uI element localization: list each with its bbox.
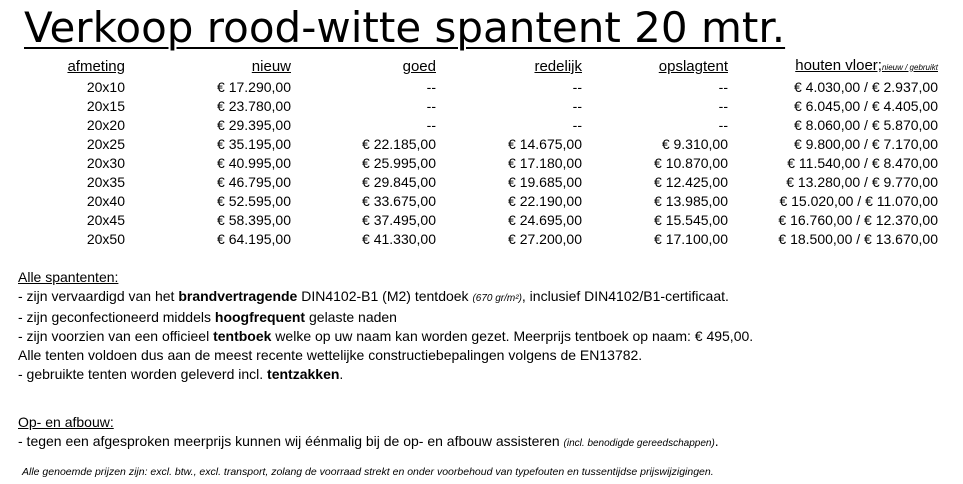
cell-goed: -- — [426, 117, 436, 133]
cell-redelijk: € 22.190,00 — [508, 193, 582, 209]
opbouw-heading: Op- en afbouw: — [18, 414, 114, 430]
line-1-bold: brandvertragende — [178, 288, 298, 304]
cell-afmeting: 20x20 — [86, 117, 125, 133]
cell-opslagtent: € 12.425,00 — [654, 174, 728, 190]
line-2-post: gelaste naden — [305, 309, 397, 325]
table-row — [0, 230, 938, 249]
cell-houten-vloer: € 4.030,00 / € 2.937,00 — [793, 79, 938, 95]
spantenten-line-4: Alle tenten voldoen dus aan de meest recente wettelijke constructiebepalingen volgens de EN13782. — [18, 347, 643, 363]
header-goed: goed — [402, 58, 436, 75]
spantenten-line-3 — [18, 327, 753, 346]
cell-redelijk: € 27.200,00 — [508, 231, 582, 247]
cell-houten-vloer: € 18.500,00 / € 13.670,00 — [778, 231, 938, 247]
header-redelijk: redelijk — [534, 58, 582, 75]
table-row — [0, 154, 938, 173]
line-1-small: (670 gr/m²) — [472, 293, 522, 304]
cell-opslagtent: € 13.985,00 — [654, 193, 728, 209]
spantenten-line-2 — [18, 308, 753, 327]
cell-houten-vloer: € 13.280,00 / € 9.770,00 — [786, 174, 938, 190]
price-table — [0, 55, 938, 249]
cell-nieuw: € 23.780,00 — [217, 98, 291, 114]
cell-afmeting: 20x50 — [86, 231, 125, 247]
line-1-mid: DIN4102-B1 (M2) tentdoek — [297, 288, 473, 304]
header-houten-vloer — [728, 55, 938, 78]
line-3-bold: tentboek — [213, 328, 272, 344]
cell-opslagtent: € 15.545,00 — [654, 212, 728, 228]
cell-afmeting: 20x35 — [86, 174, 125, 190]
table-row — [0, 97, 938, 116]
page-title: Verkoop rood-witte spantent 20 mtr. — [24, 3, 786, 52]
cell-houten-vloer: € 6.045,00 / € 4.405,00 — [793, 98, 938, 114]
cell-nieuw: € 52.595,00 — [217, 193, 291, 209]
cell-afmeting: 20x40 — [86, 193, 125, 209]
cell-afmeting: 20x25 — [86, 136, 125, 152]
header-houten-vloer-note: nieuw / gebruikt — [881, 63, 938, 72]
cell-nieuw: € 40.995,00 — [217, 155, 291, 171]
opbouw-line-text: - tegen een afgesproken meerprijs kunnen wij éénmalig bij de op- en afbouw assisteren — [18, 433, 564, 449]
opbouw-line-small: (incl. benodigde gereedschappen) — [563, 438, 715, 449]
cell-houten-vloer: € 9.800,00 / € 7.170,00 — [793, 136, 938, 152]
cell-afmeting: 20x45 — [86, 212, 125, 228]
footnote: Alle genoemde prijzen zijn: excl. btw., excl. transport, zolang de voorraad strekt en onder voorbehoud van typefouten en tussentijdse prijswijzigingen. — [22, 466, 714, 478]
cell-goed: € 33.675,00 — [362, 193, 436, 209]
cell-afmeting: 20x15 — [86, 98, 125, 114]
cell-afmeting: 20x30 — [86, 155, 125, 171]
header-houten-vloer-label: houten vloer; — [795, 57, 882, 74]
cell-nieuw: € 29.395,00 — [217, 117, 291, 133]
cell-opslagtent: -- — [718, 79, 728, 95]
header-nieuw: nieuw — [251, 58, 291, 75]
cell-nieuw: € 35.195,00 — [217, 136, 291, 152]
line-1-text: - zijn vervaardigd van het — [18, 288, 179, 304]
header-opslagtent: opslagtent — [658, 58, 728, 75]
cell-redelijk: € 17.180,00 — [508, 155, 582, 171]
line-3-text: - zijn voorzien van een officieel — [18, 328, 214, 344]
opbouw-line — [18, 432, 719, 453]
cell-houten-vloer: € 8.060,00 / € 5.870,00 — [793, 117, 938, 133]
opbouw-line-post: . — [714, 433, 719, 449]
line-2-bold: hoogfrequent — [214, 309, 306, 325]
spantenten-line-1 — [18, 287, 753, 308]
cell-nieuw: € 64.195,00 — [217, 231, 291, 247]
table-row — [0, 116, 938, 135]
table-row — [0, 78, 938, 97]
cell-redelijk: € 19.685,00 — [508, 174, 582, 190]
line-1-post: , inclusief DIN4102/B1-certificaat. — [521, 288, 729, 304]
cell-houten-vloer: € 11.540,00 / € 8.470,00 — [787, 155, 938, 171]
cell-goed: € 37.495,00 — [362, 212, 436, 228]
spantenten-heading: Alle spantenten: — [18, 269, 119, 285]
table-header-row — [0, 55, 938, 78]
cell-houten-vloer: € 15.020,00 / € 11.070,00 — [779, 193, 938, 209]
cell-houten-vloer: € 16.760,00 / € 12.370,00 — [778, 212, 938, 228]
table-row — [0, 173, 938, 192]
cell-goed: € 25.995,00 — [362, 155, 436, 171]
opbouw-section — [18, 413, 719, 453]
cell-redelijk: € 14.675,00 — [508, 136, 582, 152]
cell-opslagtent: € 9.310,00 — [661, 136, 728, 152]
cell-goed: € 29.845,00 — [362, 174, 436, 190]
cell-goed: -- — [426, 79, 436, 95]
cell-goed: -- — [426, 98, 436, 114]
table-row — [0, 192, 938, 211]
cell-opslagtent: € 17.100,00 — [654, 231, 728, 247]
cell-opslagtent: -- — [718, 117, 728, 133]
line-5-text: - gebruikte tenten worden geleverd incl. — [18, 366, 268, 382]
table-row — [0, 135, 938, 154]
cell-redelijk: € 24.695,00 — [508, 212, 582, 228]
line-2-text: - zijn geconfectioneerd middels — [18, 309, 215, 325]
table-row — [0, 211, 938, 230]
line-5-post: . — [339, 366, 344, 382]
line-5-bold: tentzakken — [267, 366, 340, 382]
cell-redelijk: -- — [572, 79, 582, 95]
line-3-post: welke op uw naam kan worden gezet. Meerprijs tentboek op naam: € 495,00. — [271, 328, 754, 344]
cell-opslagtent: -- — [718, 98, 728, 114]
cell-redelijk: -- — [572, 117, 582, 133]
cell-nieuw: € 46.795,00 — [217, 174, 291, 190]
cell-nieuw: € 17.290,00 — [217, 79, 291, 95]
cell-nieuw: € 58.395,00 — [217, 212, 291, 228]
header-afmeting: afmeting — [67, 58, 125, 75]
cell-redelijk: -- — [572, 98, 582, 114]
cell-afmeting: 20x10 — [86, 79, 125, 95]
cell-goed: € 22.185,00 — [362, 136, 436, 152]
cell-goed: € 41.330,00 — [362, 231, 436, 247]
spantenten-section — [18, 268, 753, 384]
cell-opslagtent: € 10.870,00 — [654, 155, 728, 171]
spantenten-line-5 — [18, 365, 753, 384]
